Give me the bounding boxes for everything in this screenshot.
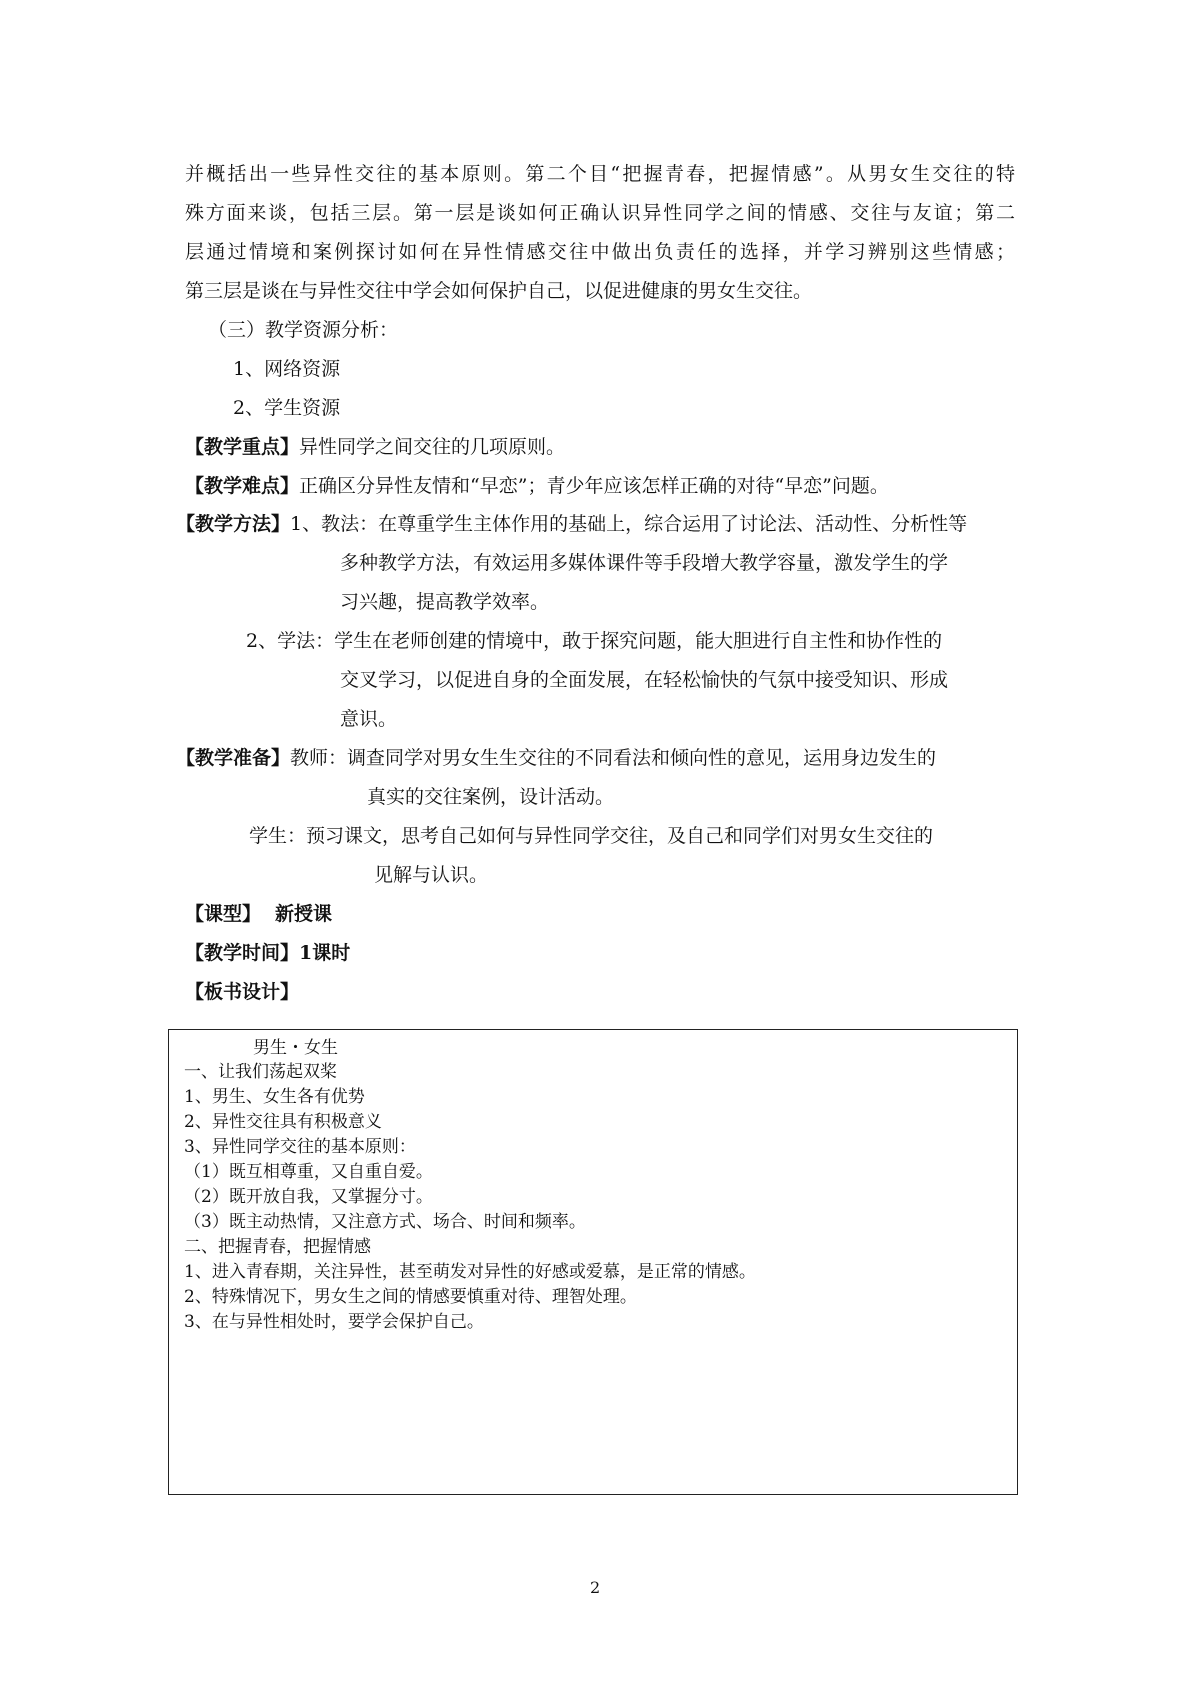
board-line-2: 1、男生、女生各有优势 xyxy=(184,1087,365,1107)
board-line-1: 一、让我们荡起双桨 xyxy=(184,1062,337,1082)
resources-heading: （三）教学资源分析： xyxy=(208,319,399,341)
lesson-type-text: 新授课 xyxy=(275,903,333,925)
board-line-3: 2、异性交往具有积极意义 xyxy=(184,1112,382,1132)
key-point-label: 【教学重点】 xyxy=(185,436,300,458)
difficulty-label: 【教学难点】 xyxy=(185,475,300,497)
lesson-type xyxy=(185,902,332,926)
method-learning-line-3: 意识。 xyxy=(340,708,398,730)
resource-item-network: 1、网络资源 xyxy=(233,358,341,380)
prep-student-line-1: 学生：预习课文，思考自己如何与异性同学交往，及自己和同学们对男女生交往的 xyxy=(249,825,934,847)
board-line-11: 3、在与异性相处时，要学会保护自己。 xyxy=(184,1312,484,1332)
board-line-10: 2、特殊情况下，男女生之间的情感要慎重对待、理智处理。 xyxy=(184,1287,637,1307)
board-line-6: （2）既开放自我，又掌握分寸。 xyxy=(184,1187,433,1207)
method-teaching-line-3: 习兴趣，提高教学效率。 xyxy=(340,591,550,613)
method-learning-line-1: 2、学法：学生在老师创建的情境中，敢于探究问题，能大胆进行自主性和协作性的 xyxy=(246,630,943,652)
intro-line-3: 层通过情境和案例探讨如何在异性情感交往中做出负责任的选择，并学习辨别这些情感； xyxy=(185,241,1015,263)
lesson-time-label: 【教学时间】 xyxy=(185,942,300,964)
resource-item-students: 2、学生资源 xyxy=(233,397,341,419)
prep-teacher-line-1 xyxy=(176,746,936,770)
board-label: 【板书设计】 xyxy=(185,981,300,1003)
board-line-9: 1、进入青春期，关注异性，甚至萌发对异性的好感或爱慕，是正常的情感。 xyxy=(184,1262,756,1282)
board-title: 男生・女生 xyxy=(253,1038,338,1058)
method-teaching-line-1 xyxy=(176,512,967,536)
prep-teacher-line-2: 真实的交往案例，设计活动。 xyxy=(367,786,615,808)
lesson-time xyxy=(185,941,350,965)
method-label: 【教学方法】 xyxy=(176,513,291,535)
difficulty xyxy=(185,474,889,498)
board-box xyxy=(168,1029,1018,1495)
intro-line-2: 殊方面来谈，包括三层。第一层是谈如何正确认识异性同学之间的情感、交往与友谊；第二 xyxy=(185,202,1015,224)
board-line-8: 二、把握青春，把握情感 xyxy=(184,1237,371,1257)
board-line-4: 3、异性同学交往的基本原则： xyxy=(184,1137,416,1157)
method-teaching-line-2: 多种教学方法，有效运用多媒体课件等手段增大教学容量，激发学生的学 xyxy=(340,552,949,574)
method-learning-line-2: 交叉学习，以促进自身的全面发展，在轻松愉快的气氛中接受知识、形成 xyxy=(340,669,949,691)
page-number: 2 xyxy=(590,1578,601,1597)
intro-line-1: 并概括出一些异性交往的基本原则。第二个目“把握青春，把握情感”。从男女生交往的特 xyxy=(185,163,1015,185)
intro-line-4: 第三层是谈在与异性交往中学会如何保护自己，以促进健康的男女生交往。 xyxy=(185,280,813,302)
board-line-7: （3）既主动热情，又注意方式、场合、时间和频率。 xyxy=(184,1212,586,1232)
method-teaching-text-1: 1、教法：在尊重学生主体作用的基础上，综合运用了讨论法、活动性、分析性等 xyxy=(290,513,968,535)
prep-label: 【教学准备】 xyxy=(176,747,291,769)
key-point xyxy=(185,435,565,459)
prep-teacher-text-1: 教师：调查同学对男女生生交往的不同看法和倾向性的意见，运用身边发生的 xyxy=(290,747,937,769)
difficulty-text: 正确区分异性友情和“早恋”；青少年应该怎样正确的对待“早恋”问题。 xyxy=(299,475,889,497)
prep-student-line-2: 见解与认识。 xyxy=(374,864,489,886)
board-line-5: （1）既互相尊重，又自重自爱。 xyxy=(184,1162,433,1182)
lesson-time-text: 1课时 xyxy=(299,942,351,964)
lesson-type-label: 【课型】 xyxy=(185,903,262,925)
key-point-text: 异性同学之间交往的几项原则。 xyxy=(299,436,566,458)
